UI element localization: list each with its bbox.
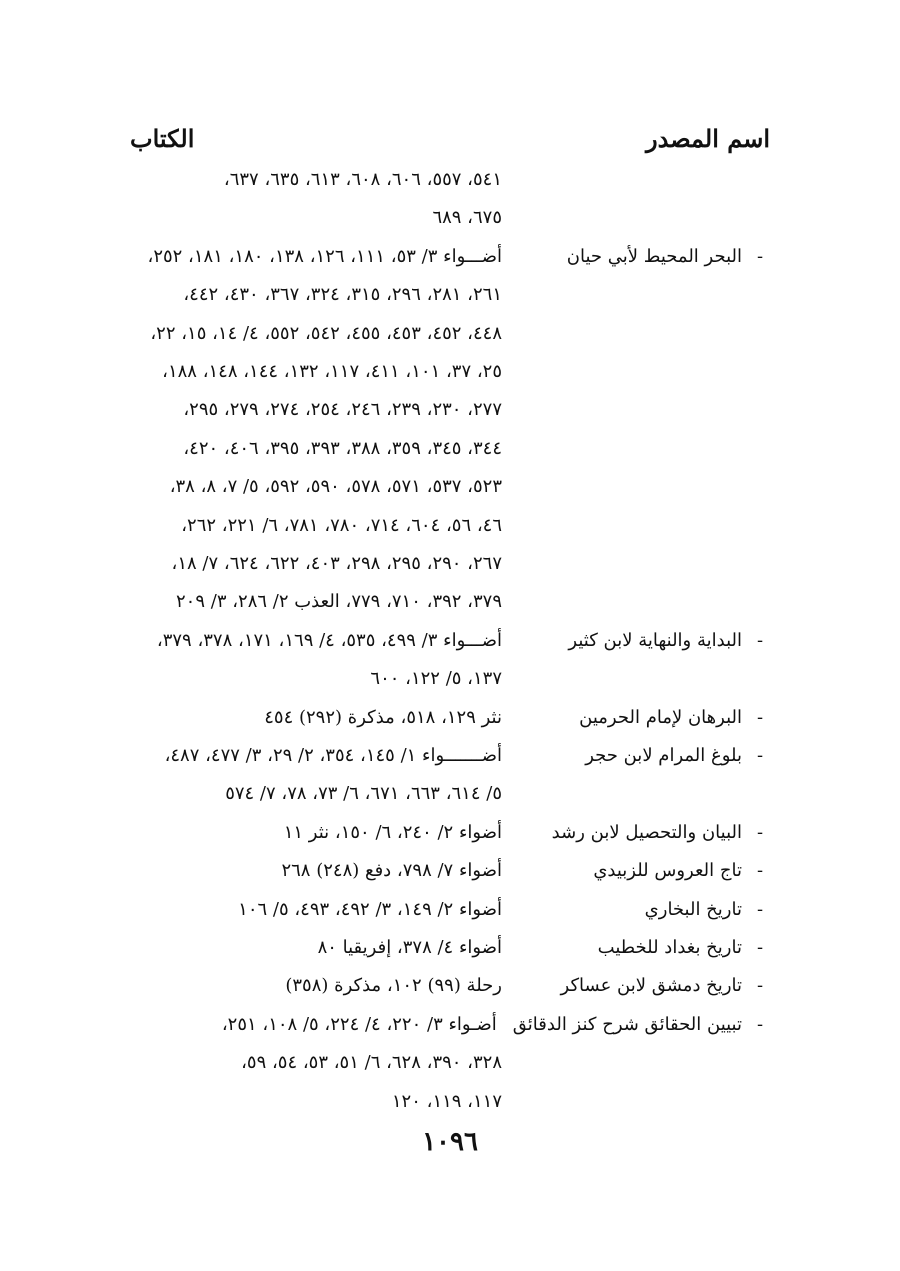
book-references: ٣٧٩، ٣٩٢، ٧١٠، ٧٧٩، العذب ٢/ ٢٨٦، ٣/ ٢٠٩ [176, 591, 502, 613]
index-entry-continuation [120, 660, 770, 698]
book-references: ٤٦، ٥٦، ٦٠٤، ٧١٤، ٧٨٠، ٧٨١، ٦/ ٢٢١، ٢٦٢، [181, 514, 502, 536]
index-entry [120, 929, 770, 967]
index-entry [120, 238, 770, 276]
index-entry-continuation [120, 507, 770, 545]
index-entry-continuation [120, 468, 770, 506]
entry-dash: - [756, 898, 764, 920]
book-references: أضـــــــواء ١/ ١٤٥، ٣٥٤، ٢/ ٢٩، ٣/ ٤٧٧، ٤٨٧، [164, 745, 502, 766]
index-entry-continuation [120, 391, 770, 429]
book-references: نثر ١٢٩، ٥١٨، مذكرة (٢٩٢) ٤٥٤ [264, 706, 502, 728]
index-entry [120, 699, 770, 737]
book-references: أضواء ٢/ ٢٤٠، ٦/ ١٥٠، نثر ١١ [283, 821, 502, 843]
index-entry-continuation [120, 583, 770, 621]
book-references: أضواء ٤/ ٣٧٨، إفريقيا ٨٠ [317, 937, 502, 958]
entry-dash: - [756, 860, 764, 882]
book-references: ٥٤١، ٥٥٧، ٦٠٦، ٦٠٨، ٦١٣، ٦٣٥، ٦٣٧، [223, 169, 502, 190]
source-name: البرهان لإمام الحرمين [579, 706, 742, 728]
book-references: ٢٥، ٣٧، ١٠١، ٤١١، ١١٧، ١٣٢، ١٤٤، ١٤٨، ١٨٨، [162, 361, 502, 382]
index-entry [120, 814, 770, 852]
book-references: ٥/ ٦١٤، ٦٦٣، ٦٧١، ٦/ ٧٣، ٧٨، ٧/ ٥٧٤ [225, 783, 502, 805]
index-entry [120, 1006, 770, 1044]
book-references: أضـــواء ٣/ ٥٣، ١١١، ١٢٦، ١٣٨، ١٨٠، ١٨١، ٢٥٢، [147, 245, 502, 267]
index-entry-continuation [120, 1044, 770, 1082]
index-entry [120, 737, 770, 775]
index-entry [120, 891, 770, 929]
book-references: أضـــواء ٣/ ٤٩٩، ٥٣٥، ٤/ ١٦٩، ١٧١، ٣٧٨، ٣٧٩، [156, 629, 502, 651]
entry-dash: - [756, 245, 764, 267]
index-entry-continuation [120, 276, 770, 314]
index-entry [120, 852, 770, 890]
page-number: ١٠٩٦ [422, 1127, 478, 1157]
entry-dash: - [756, 629, 764, 651]
index-entry-continuation [120, 353, 770, 391]
index-entry [120, 622, 770, 660]
book-references: رحلة (٩٩) ١٠٢، مذكرة (٣٥٨) [285, 975, 502, 997]
book-references: ٤٤٨، ٤٥٢، ٤٥٣، ٤٥٥، ٥٤٢، ٥٥٢، ٤/ ١٤، ١٥، ٢٢، [150, 322, 502, 344]
index-entry-continuation [120, 1083, 770, 1121]
entry-dash: - [756, 975, 764, 997]
book-references: ١٣٧، ٥/ ١٢٢، ٦٠٠ [370, 668, 502, 690]
book-references: أضواء ٧/ ٧٩٨، دفع (٢٤٨) ٢٦٨ [281, 860, 502, 882]
source-name: البداية والنهاية لابن كثير [568, 629, 742, 651]
source-name: البيان والتحصيل لابن رشد [551, 821, 742, 843]
book-references: ٢٧٧، ٢٣٠، ٢٣٩، ٢٤٦، ٢٥٤، ٢٧٤، ٢٧٩، ٢٩٥، [183, 399, 502, 421]
entry-dash: - [756, 1013, 764, 1035]
source-name: تبيين الحقائق شرح كنز الدقائق [512, 1013, 742, 1035]
source-name-column-heading: اسم المصدر [646, 124, 770, 153]
entry-dash: - [756, 706, 764, 728]
book-references: ٣٤٤، ٣٤٥، ٣٥٩، ٣٨٨، ٣٩٣، ٣٩٥، ٤٠٦، ٤٢٠، [183, 437, 502, 459]
book-references: ٦٧٥، ٦٨٩ [432, 207, 502, 229]
source-name: تاريخ بغداد للخطيب [597, 937, 742, 958]
index-entry-continuation [120, 161, 770, 199]
entry-dash: - [756, 937, 764, 958]
book-references: ١١٧، ١١٩، ١٢٠ [391, 1090, 502, 1112]
index-entry-continuation [120, 315, 770, 353]
entry-dash: - [756, 745, 764, 766]
source-name: تاريخ البخاري [644, 898, 742, 920]
index-entry-continuation [120, 775, 770, 813]
source-name: البحر المحيط لأبي حيان [566, 245, 742, 267]
book-references: أضواء ٢/ ١٤٩، ٣/ ٤٩٢، ٤٩٣، ٥/ ١٠٦ [238, 898, 502, 920]
entry-dash: - [756, 821, 764, 843]
source-name: تاريخ دمشق لابن عساكر [560, 975, 742, 997]
source-name: بلوغ المرام لابن حجر [585, 745, 742, 766]
index-entry-continuation [120, 545, 770, 583]
book-references: ٢٦١، ٢٨١، ٢٩٦، ٣١٥، ٣٢٤، ٣٦٧، ٤٣٠، ٤٤٢، [183, 284, 502, 306]
book-references: ٣٢٨، ٣٩٠، ٦٢٨، ٦/ ٥١، ٥٣، ٥٤، ٥٩، [241, 1052, 502, 1074]
index-entry-continuation [120, 199, 770, 237]
index-entry [120, 967, 770, 1005]
book-references: ٥٢٣، ٥٣٧، ٥٧١، ٥٧٨، ٥٩٠، ٥٩٢، ٥/ ٧، ٨، ٣٨، [169, 476, 502, 498]
book-column-heading: الكتاب [130, 124, 195, 153]
book-references: ٢٦٧، ٢٩٠، ٢٩٥، ٢٩٨، ٤٠٣، ٦٢٢، ٦٢٤، ٧/ ١٨، [171, 553, 502, 574]
book-references: أضـواء ٣/ ٢٢٠، ٤/ ٢٢٤، ٥/ ١٠٨، ٢٥١، [221, 1013, 497, 1035]
index-entry-continuation [120, 430, 770, 468]
source-name: تاج العروس للزبيدي [593, 860, 742, 882]
